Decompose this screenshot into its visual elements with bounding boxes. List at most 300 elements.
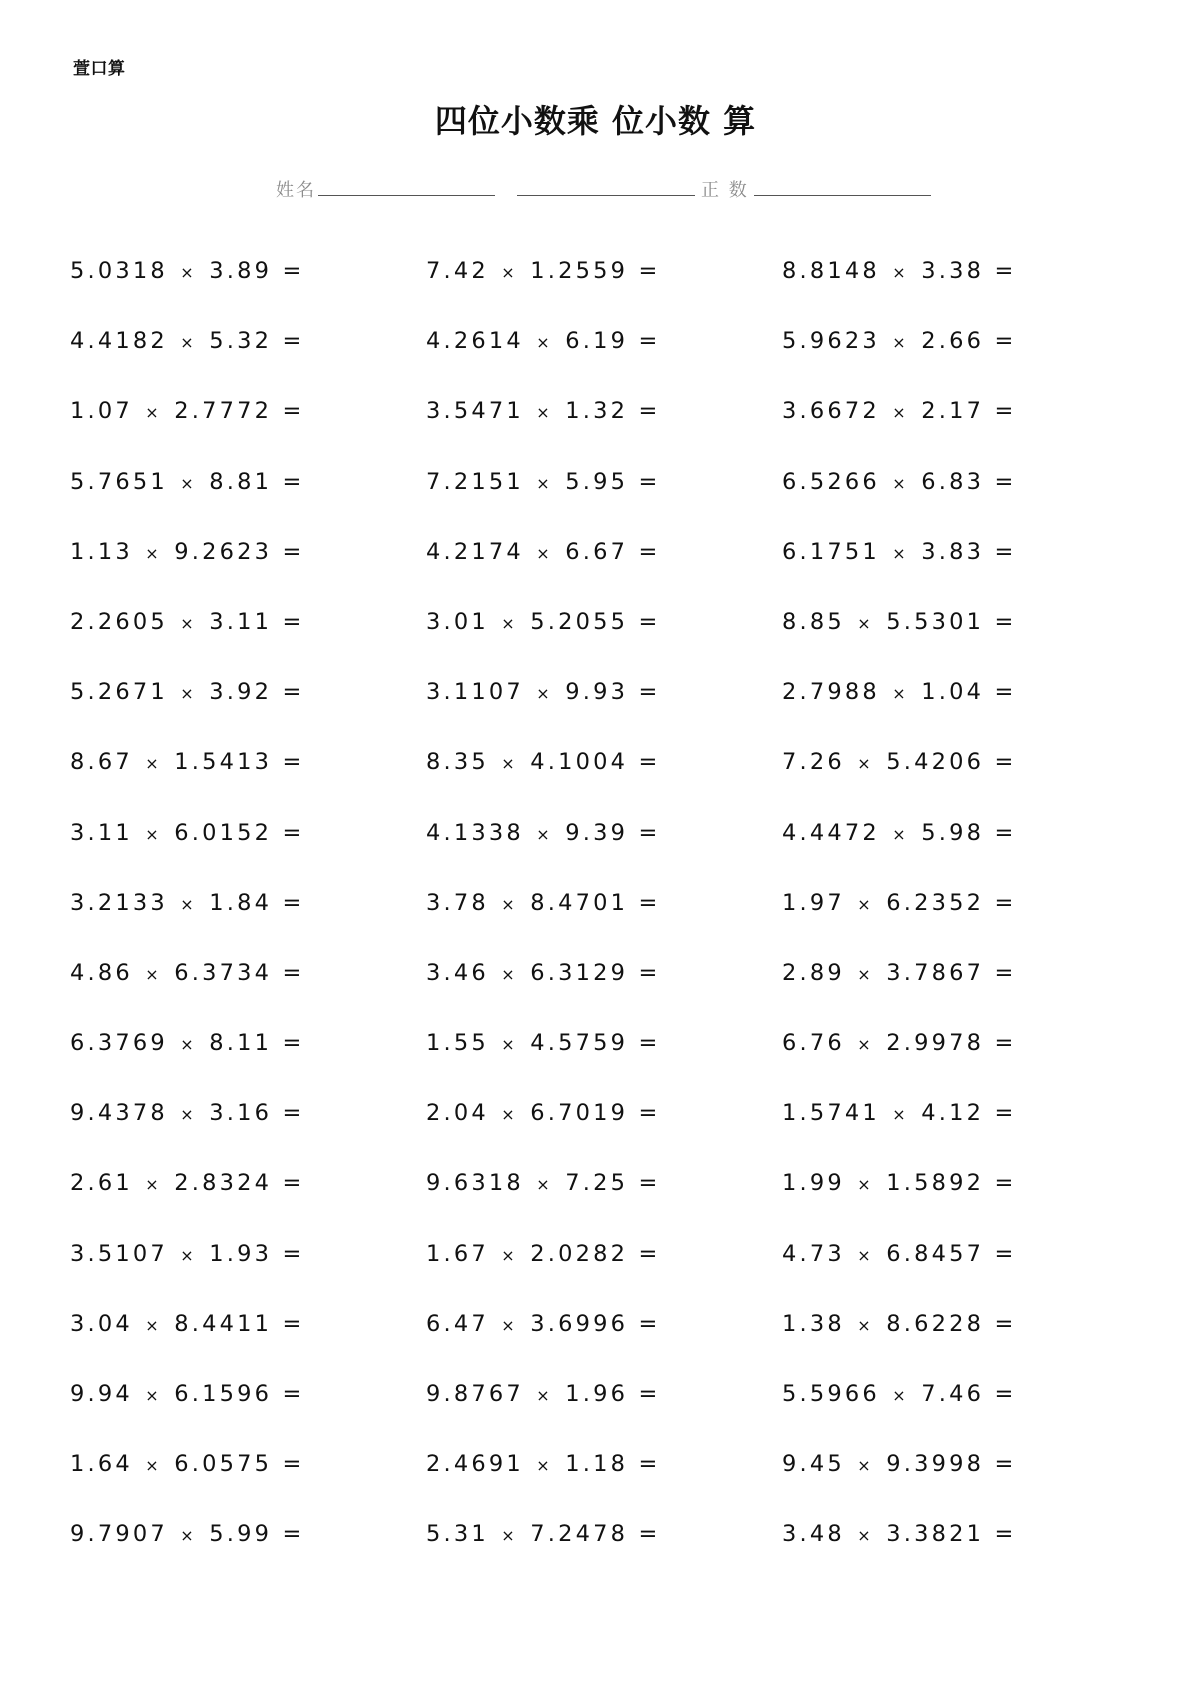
operand-b: 2.66 [921,328,985,355]
multiply-sign: × [857,613,874,633]
operand-b: 9.2623 [174,538,273,565]
multiply-sign: × [536,543,553,563]
operand-b: 1.04 [921,679,985,706]
equals-sign: = [994,1030,1017,1057]
problem [426,609,661,635]
equals-sign: = [282,608,305,635]
problem [782,820,1017,846]
multiply-sign: × [536,473,553,493]
problem [70,820,305,846]
multiply-sign: × [180,684,197,704]
operand-a: 6.5266 [782,468,880,495]
problem [782,1381,1017,1407]
operand-a: 4.2614 [426,328,524,355]
problem [70,539,305,565]
operand-a: 1.07 [70,398,133,425]
problem [782,1451,1017,1477]
problem [782,1100,1017,1126]
operand-b: 1.84 [209,889,273,916]
equals-sign: = [994,328,1017,355]
operand-a: 5.5966 [782,1381,880,1407]
problem [70,1451,305,1477]
operand-b: 2.8324 [174,1170,273,1197]
operand-a: 4.4472 [782,819,880,846]
equals-sign: = [282,749,305,776]
problem [426,1241,661,1267]
operand-b: 5.95 [565,468,629,495]
operand-b: 2.17 [921,398,985,425]
multiply-sign: × [536,403,553,423]
operand-a: 7.26 [782,749,845,776]
multiply-sign: × [501,1105,518,1125]
multiply-sign: × [145,543,162,563]
multiply-sign: × [857,1245,874,1265]
problem-row [70,328,1150,398]
operand-a: 8.85 [782,608,845,635]
operand-a: 8.8148 [782,258,880,284]
problem-row [70,1100,1150,1170]
operand-a: 3.01 [426,608,489,635]
multiply-sign: × [145,1386,162,1405]
multiply-sign: × [145,824,162,844]
equals-sign: = [994,679,1017,706]
equals-sign: = [994,398,1017,425]
operand-a: 4.1338 [426,819,524,846]
operand-b: 1.5892 [886,1170,985,1197]
problem [426,258,661,284]
problem [782,469,1017,495]
operand-a: 9.4378 [70,1100,168,1127]
problem [426,328,661,354]
equals-sign: = [282,1100,305,1127]
multiply-sign: × [857,894,874,914]
multiply-sign: × [857,1035,874,1055]
operand-b: 4.12 [921,1100,985,1127]
operand-b: 1.96 [565,1381,629,1407]
equals-sign: = [282,328,305,355]
operand-a: 4.86 [70,959,133,986]
problem [782,398,1017,424]
equals-sign: = [638,1170,661,1197]
problem-row [70,749,1150,819]
problem [70,749,305,775]
multiply-sign: × [145,403,162,423]
problem [70,398,305,424]
operand-b: 9.3998 [886,1451,985,1478]
multiply-sign: × [501,1035,518,1055]
equals-sign: = [994,1310,1017,1337]
operand-b: 6.2352 [886,889,985,916]
operand-a: 2.7988 [782,679,880,706]
operand-b: 5.98 [921,819,985,846]
equals-sign: = [638,1310,661,1337]
operand-a: 1.5741 [782,1100,880,1127]
operand-b: 3.83 [921,538,985,565]
operand-b: 2.7772 [174,398,273,425]
operand-a: 3.5471 [426,398,524,425]
problem [70,1311,305,1337]
operand-b: 6.83 [921,468,985,495]
problem [70,258,305,284]
problem [70,469,305,495]
operand-a: 1.97 [782,889,845,916]
name-field[interactable] [318,195,495,196]
operand-a: 4.73 [782,1240,845,1267]
equals-sign: = [282,398,305,425]
multiply-sign: × [857,754,874,774]
multiply-sign: × [536,684,553,704]
problem [782,258,1017,284]
problem-row [70,679,1150,749]
problem [70,1100,305,1126]
problem [782,749,1017,775]
operand-a: 9.94 [70,1381,133,1407]
problem-row [70,1451,1150,1521]
problem [782,1170,1017,1196]
operand-b: 1.5413 [174,749,273,776]
operand-b: 8.4701 [530,889,629,916]
equals-sign: = [994,1521,1017,1548]
equals-sign: = [638,1240,661,1267]
equals-sign: = [282,1170,305,1197]
operand-b: 6.3734 [174,959,273,986]
operand-a: 7.2151 [426,468,524,495]
student-info-row [0,176,1191,206]
problem [782,890,1017,916]
operand-b: 5.4206 [886,749,985,776]
multiply-sign: × [180,1526,197,1546]
operand-b: 8.81 [209,468,273,495]
problem-row [70,1381,1150,1451]
multiply-sign: × [180,613,197,633]
problem [426,1521,661,1547]
operand-a: 1.99 [782,1170,845,1197]
problem [426,469,661,495]
operand-a: 6.3769 [70,1030,168,1057]
multiply-sign: × [145,754,162,774]
operand-b: 4.5759 [530,1030,629,1057]
brand-label: 萱口算 [73,59,126,79]
multiply-sign: × [892,1105,909,1125]
operand-a: 9.7907 [70,1521,168,1548]
operand-a: 2.4691 [426,1451,524,1478]
problem [426,960,661,986]
multiply-sign: × [857,1315,874,1335]
problem [426,539,661,565]
operand-a: 6.76 [782,1030,845,1057]
operand-a: 8.35 [426,749,489,776]
equals-sign: = [994,959,1017,986]
operand-b: 8.11 [209,1030,273,1057]
multiply-sign: × [536,1386,553,1405]
multiply-sign: × [145,964,162,984]
problem-row [70,1170,1150,1240]
operand-b: 3.7867 [886,959,985,986]
multiply-sign: × [536,333,553,353]
page-title: 四位小数乘 位小数 算 [434,102,757,140]
multiply-sign: × [180,1105,197,1125]
multiply-sign: × [536,1456,553,1476]
equals-sign: = [282,679,305,706]
equals-sign: = [638,328,661,355]
operand-b: 1.2559 [530,258,629,284]
equals-sign: = [282,1521,305,1548]
equals-sign: = [994,608,1017,635]
multiply-sign: × [501,1315,518,1335]
problem [426,820,661,846]
operand-b: 7.2478 [530,1521,629,1548]
problem [426,1100,661,1126]
equals-sign: = [282,959,305,986]
problem [782,1521,1017,1547]
problem [782,1241,1017,1267]
equals-sign: = [994,749,1017,776]
problem [426,890,661,916]
operand-a: 2.89 [782,959,845,986]
problem [426,398,661,424]
equals-sign: = [282,258,305,284]
equals-sign: = [282,1310,305,1337]
operand-a: 8.67 [70,749,133,776]
operand-a: 3.6672 [782,398,880,425]
equals-sign: = [994,819,1017,846]
problem [70,1030,305,1056]
operand-b: 3.92 [209,679,273,706]
operand-b: 5.32 [209,328,273,355]
problem-row [70,1241,1150,1311]
equals-sign: = [282,1381,305,1407]
multiply-sign: × [180,894,197,914]
score-label: 正 数 [701,180,749,201]
problem [782,609,1017,635]
problem [426,1381,661,1407]
operand-a: 1.38 [782,1310,845,1337]
operand-a: 3.48 [782,1521,845,1548]
equals-sign: = [638,749,661,776]
problem [782,960,1017,986]
operand-b: 6.8457 [886,1240,985,1267]
equals-sign: = [994,889,1017,916]
equals-sign: = [994,538,1017,565]
problem [70,1521,305,1547]
multiply-sign: × [145,1175,162,1195]
problem [70,609,305,635]
operand-a: 5.9623 [782,328,880,355]
operand-b: 1.32 [565,398,629,425]
operand-b: 3.16 [209,1100,273,1127]
operand-a: 3.2133 [70,889,168,916]
equals-sign: = [282,538,305,565]
multiply-sign: × [892,824,909,844]
problem-row [70,469,1150,539]
equals-sign: = [994,1100,1017,1127]
equals-sign: = [638,819,661,846]
operand-b: 6.7019 [530,1100,629,1127]
multiply-sign: × [145,1456,162,1476]
equals-sign: = [638,538,661,565]
problem-row [70,258,1150,328]
problem-row [70,1030,1150,1100]
problem [70,679,305,705]
operand-a: 1.64 [70,1451,133,1478]
operand-a: 9.8767 [426,1381,524,1407]
multiply-sign: × [180,263,197,282]
multiply-sign: × [501,964,518,984]
multiply-sign: × [180,1035,197,1055]
problem [70,960,305,986]
operand-a: 5.0318 [70,258,168,284]
problem-grid [70,258,1150,1592]
problem-row [70,398,1150,468]
operand-b: 3.3821 [886,1521,985,1548]
operand-a: 3.1107 [426,679,524,706]
multiply-sign: × [501,894,518,914]
operand-a: 2.61 [70,1170,133,1197]
operand-b: 9.39 [565,819,629,846]
multiply-sign: × [501,754,518,774]
multiply-sign: × [892,403,909,423]
problem [70,328,305,354]
multiply-sign: × [892,473,909,493]
operand-a: 1.67 [426,1240,489,1267]
problem [782,1030,1017,1056]
multiply-sign: × [857,964,874,984]
multiply-sign: × [892,684,909,704]
multiply-sign: × [857,1526,874,1546]
multiply-sign: × [180,333,197,353]
operand-b: 2.9978 [886,1030,985,1057]
operand-b: 6.19 [565,328,629,355]
equals-sign: = [638,1100,661,1127]
blank-field[interactable] [517,195,695,196]
multiply-sign: × [501,1526,518,1546]
operand-b: 5.99 [209,1521,273,1548]
operand-b: 2.0282 [530,1240,629,1267]
equals-sign: = [638,679,661,706]
operand-b: 8.4411 [174,1310,273,1337]
multiply-sign: × [892,263,909,282]
equals-sign: = [638,608,661,635]
operand-a: 5.7651 [70,468,168,495]
problem-row [70,820,1150,890]
operand-a: 1.13 [70,538,133,565]
multiply-sign: × [536,824,553,844]
operand-b: 5.2055 [530,608,629,635]
operand-b: 6.67 [565,538,629,565]
operand-a: 3.46 [426,959,489,986]
equals-sign: = [282,468,305,495]
problem [426,1030,661,1056]
operand-a: 3.11 [70,819,133,846]
name-label: 姓名 [276,180,316,201]
operand-a: 2.2605 [70,608,168,635]
equals-sign: = [994,1381,1017,1407]
multiply-sign: × [180,473,197,493]
problem-row [70,539,1150,609]
operand-a: 1.55 [426,1030,489,1057]
problem [782,1311,1017,1337]
operand-b: 4.1004 [530,749,629,776]
equals-sign: = [638,468,661,495]
multiply-sign: × [145,1315,162,1335]
operand-a: 3.04 [70,1310,133,1337]
equals-sign: = [994,1170,1017,1197]
multiply-sign: × [857,1456,874,1476]
operand-b: 9.93 [565,679,629,706]
equals-sign: = [282,1240,305,1267]
multiply-sign: × [501,613,518,633]
equals-sign: = [994,1240,1017,1267]
equals-sign: = [994,1451,1017,1478]
operand-a: 5.2671 [70,679,168,706]
operand-a: 7.42 [426,258,489,284]
operand-a: 6.47 [426,1310,489,1337]
equals-sign: = [638,398,661,425]
equals-sign: = [282,1030,305,1057]
multiply-sign: × [857,1175,874,1195]
equals-sign: = [638,1381,661,1407]
equals-sign: = [282,889,305,916]
operand-a: 3.5107 [70,1240,168,1267]
problem [426,679,661,705]
multiply-sign: × [180,1245,197,1265]
operand-a: 4.4182 [70,328,168,355]
equals-sign: = [994,258,1017,284]
multiply-sign: × [536,1175,553,1195]
operand-b: 5.5301 [886,608,985,635]
operand-b: 1.93 [209,1240,273,1267]
problem-row [70,960,1150,1030]
problem [70,1241,305,1267]
problem-row [70,609,1150,679]
equals-sign: = [282,819,305,846]
problem [782,539,1017,565]
problem [70,890,305,916]
multiply-sign: × [892,1386,909,1405]
operand-a: 3.78 [426,889,489,916]
operand-b: 3.38 [921,258,985,284]
operand-b: 7.46 [921,1381,985,1407]
multiply-sign: × [501,263,518,282]
equals-sign: = [282,1451,305,1478]
problem-row [70,1521,1150,1591]
problem-row [70,1311,1150,1381]
equals-sign: = [638,1521,661,1548]
score-field[interactable] [754,195,931,196]
equals-sign: = [994,468,1017,495]
operand-b: 6.1596 [174,1381,273,1407]
operand-b: 6.0575 [174,1451,273,1478]
operand-b: 3.89 [209,258,273,284]
problem [426,1451,661,1477]
operand-b: 6.3129 [530,959,629,986]
problem [426,749,661,775]
operand-b: 3.11 [209,608,273,635]
problem [426,1311,661,1337]
operand-a: 6.1751 [782,538,880,565]
operand-a: 2.04 [426,1100,489,1127]
equals-sign: = [638,1451,661,1478]
operand-a: 4.2174 [426,538,524,565]
equals-sign: = [638,959,661,986]
problem [782,679,1017,705]
multiply-sign: × [892,543,909,563]
equals-sign: = [638,258,661,284]
operand-b: 8.6228 [886,1310,985,1337]
operand-a: 9.6318 [426,1170,524,1197]
equals-sign: = [638,889,661,916]
multiply-sign: × [501,1245,518,1265]
